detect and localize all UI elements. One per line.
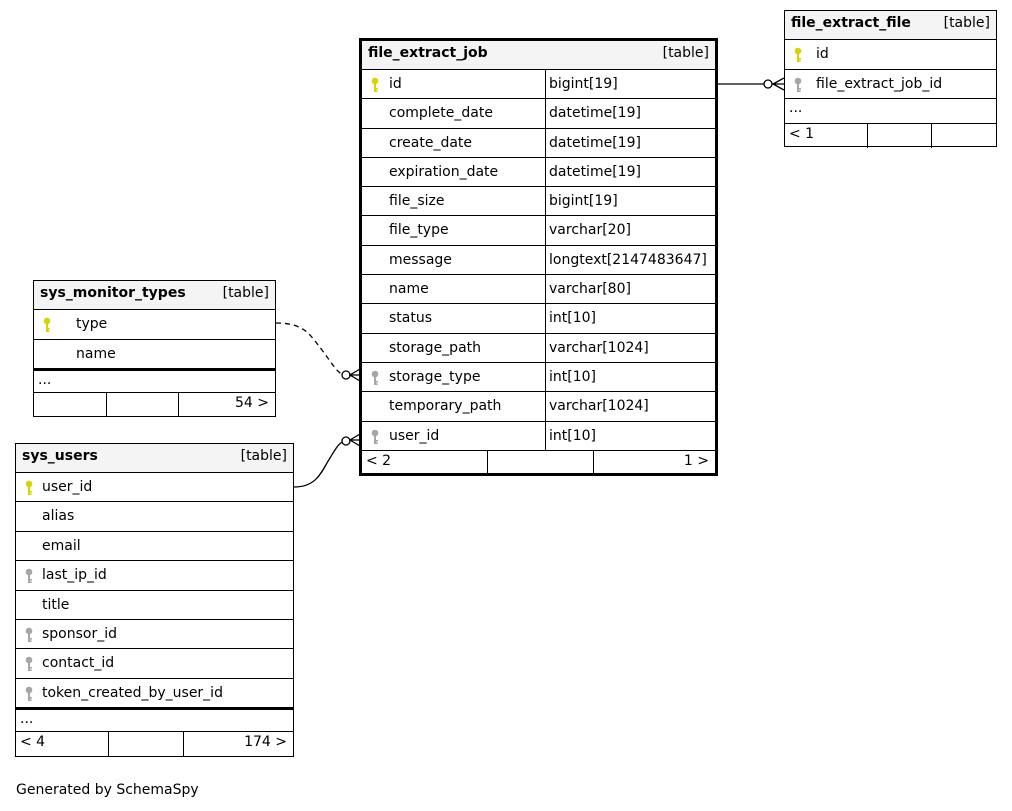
column-name: name <box>389 281 429 298</box>
ellipsis: ... <box>20 711 34 728</box>
column-type: int[10] <box>549 368 596 385</box>
column-divider <box>545 392 546 420</box>
table-name[interactable]: sys_monitor_types <box>40 285 186 301</box>
relation-file-extract-job-to-file <box>716 78 784 90</box>
table-name[interactable]: file_extract_job <box>368 45 488 61</box>
column-row-title[interactable] <box>16 591 293 620</box>
footer-divider <box>593 451 594 473</box>
column-divider <box>545 99 546 127</box>
table-header <box>16 444 293 473</box>
children-count[interactable]: 54 > <box>235 395 269 411</box>
column-name: file_size <box>389 193 445 210</box>
relation-sys-users-to-user-id <box>294 434 360 487</box>
more-columns <box>16 708 293 732</box>
table-sys-monitor-types[interactable] <box>33 280 276 417</box>
column-type: varchar[20] <box>549 222 631 239</box>
column-row-file-extract-job-id[interactable] <box>785 70 996 100</box>
column-name: id <box>816 46 829 62</box>
column-divider <box>545 422 546 450</box>
column-name: name <box>76 345 116 362</box>
table-tag: [table] <box>222 285 269 301</box>
column-name: last_ip_id <box>42 567 107 584</box>
table-header <box>785 11 996 40</box>
column-row-name[interactable] <box>362 275 715 304</box>
column-row-complete-date[interactable] <box>362 99 715 128</box>
parents-count[interactable]: < 1 <box>789 126 815 142</box>
column-divider <box>545 129 546 157</box>
footer-divider <box>867 124 868 148</box>
more-columns <box>785 99 996 124</box>
column-type: datetime[19] <box>549 163 641 180</box>
footer-divider <box>108 732 109 756</box>
primary-key-icon <box>24 480 34 496</box>
more-columns <box>34 369 275 393</box>
column-divider <box>545 158 546 186</box>
column-type: int[10] <box>549 310 596 327</box>
parents-count[interactable]: < 4 <box>20 734 46 751</box>
column-row-temporary-path[interactable] <box>362 392 715 421</box>
column-name: expiration_date <box>389 163 499 180</box>
column-divider <box>545 187 546 215</box>
foreign-key-icon <box>370 370 380 386</box>
footer-divider <box>106 393 107 417</box>
column-row-id[interactable] <box>362 70 715 99</box>
table-tag: [table] <box>240 448 287 464</box>
column-row-expiration-date[interactable] <box>362 158 715 187</box>
table-tag: [table] <box>943 15 990 31</box>
column-name: token_created_by_user_id <box>42 684 223 701</box>
column-row-storage-path[interactable] <box>362 334 715 363</box>
column-type: datetime[19] <box>549 105 641 122</box>
column-row-user-id[interactable] <box>362 422 715 451</box>
primary-key-icon <box>370 77 380 93</box>
table-footer <box>16 732 293 756</box>
column-row-last-ip-id[interactable] <box>16 561 293 590</box>
column-row-name[interactable] <box>34 340 275 370</box>
foreign-key-icon <box>793 77 803 93</box>
column-name: id <box>389 76 402 92</box>
column-row-user-id[interactable] <box>16 473 293 502</box>
column-name: complete_date <box>389 105 493 122</box>
column-divider <box>545 334 546 362</box>
column-name: create_date <box>389 134 473 151</box>
children-count[interactable]: 174 > <box>244 734 287 751</box>
column-type: bigint[19] <box>549 193 618 210</box>
foreign-key-icon <box>370 429 380 445</box>
column-name: user_id <box>389 427 440 444</box>
column-name: title <box>42 596 70 613</box>
column-row-token-created-by-user-id[interactable] <box>16 679 293 708</box>
footer-divider <box>178 393 179 417</box>
primary-key-icon <box>42 317 52 333</box>
foreign-key-icon <box>24 686 34 702</box>
column-name: email <box>42 537 81 554</box>
table-name[interactable]: file_extract_file <box>791 15 911 31</box>
column-row-create-date[interactable] <box>362 129 715 158</box>
column-row-contact-id[interactable] <box>16 649 293 678</box>
column-name: contact_id <box>42 655 115 672</box>
parents-count[interactable]: < 2 <box>366 452 392 469</box>
column-name: type <box>76 316 108 332</box>
footer-divider <box>183 732 184 756</box>
column-type: varchar[1024] <box>549 398 649 415</box>
footer-divider <box>487 451 488 473</box>
column-row-file-size[interactable] <box>362 187 715 216</box>
column-divider <box>545 70 546 98</box>
column-name: alias <box>42 508 75 525</box>
column-row-sponsor-id[interactable] <box>16 620 293 649</box>
column-name: file_extract_job_id <box>816 75 943 92</box>
column-type: longtext[2147483647] <box>549 251 707 268</box>
column-divider <box>545 246 546 274</box>
children-count[interactable]: 1 > <box>683 452 709 469</box>
column-name: user_id <box>42 479 93 495</box>
foreign-key-icon <box>24 627 34 643</box>
column-row-status[interactable] <box>362 304 715 333</box>
table-sys-users[interactable] <box>15 443 294 757</box>
table-tag: [table] <box>662 45 709 61</box>
column-name: storage_type <box>389 368 481 385</box>
column-row-email[interactable] <box>16 532 293 561</box>
column-name: message <box>389 251 452 268</box>
column-divider <box>545 216 546 244</box>
column-name: file_type <box>389 222 449 239</box>
column-name: temporary_path <box>389 398 502 415</box>
column-divider <box>545 275 546 303</box>
column-divider <box>545 304 546 332</box>
column-name: storage_path <box>389 339 482 356</box>
generated-by-credit: Generated by SchemaSpy <box>16 782 199 798</box>
ellipsis: ... <box>789 100 803 116</box>
column-type: datetime[19] <box>549 134 641 151</box>
table-footer <box>785 124 996 148</box>
column-row-message[interactable] <box>362 246 715 275</box>
footer-divider <box>931 124 932 148</box>
foreign-key-icon <box>24 568 34 584</box>
column-row-type[interactable] <box>34 310 275 340</box>
relation-monitor-types-to-storage-type <box>276 323 360 381</box>
column-row-storage-type[interactable] <box>362 363 715 392</box>
table-name[interactable]: sys_users <box>22 448 98 464</box>
column-name: status <box>389 310 433 327</box>
primary-key-icon <box>793 47 803 63</box>
table-footer <box>362 451 715 473</box>
table-header <box>362 41 715 70</box>
column-type: int[10] <box>549 427 596 444</box>
column-type: bigint[19] <box>549 76 618 92</box>
table-file-extract-file[interactable] <box>784 10 997 147</box>
table-header <box>34 281 275 310</box>
column-row-id[interactable] <box>785 40 996 70</box>
column-row-file-type[interactable] <box>362 216 715 245</box>
column-row-alias[interactable] <box>16 502 293 531</box>
column-divider <box>545 363 546 391</box>
table-footer <box>34 393 275 417</box>
column-type: varchar[1024] <box>549 339 649 356</box>
column-type: varchar[80] <box>549 281 631 298</box>
column-name: sponsor_id <box>42 625 118 642</box>
table-file-extract-job[interactable] <box>359 38 718 476</box>
ellipsis: ... <box>38 372 52 388</box>
foreign-key-icon <box>24 656 34 672</box>
